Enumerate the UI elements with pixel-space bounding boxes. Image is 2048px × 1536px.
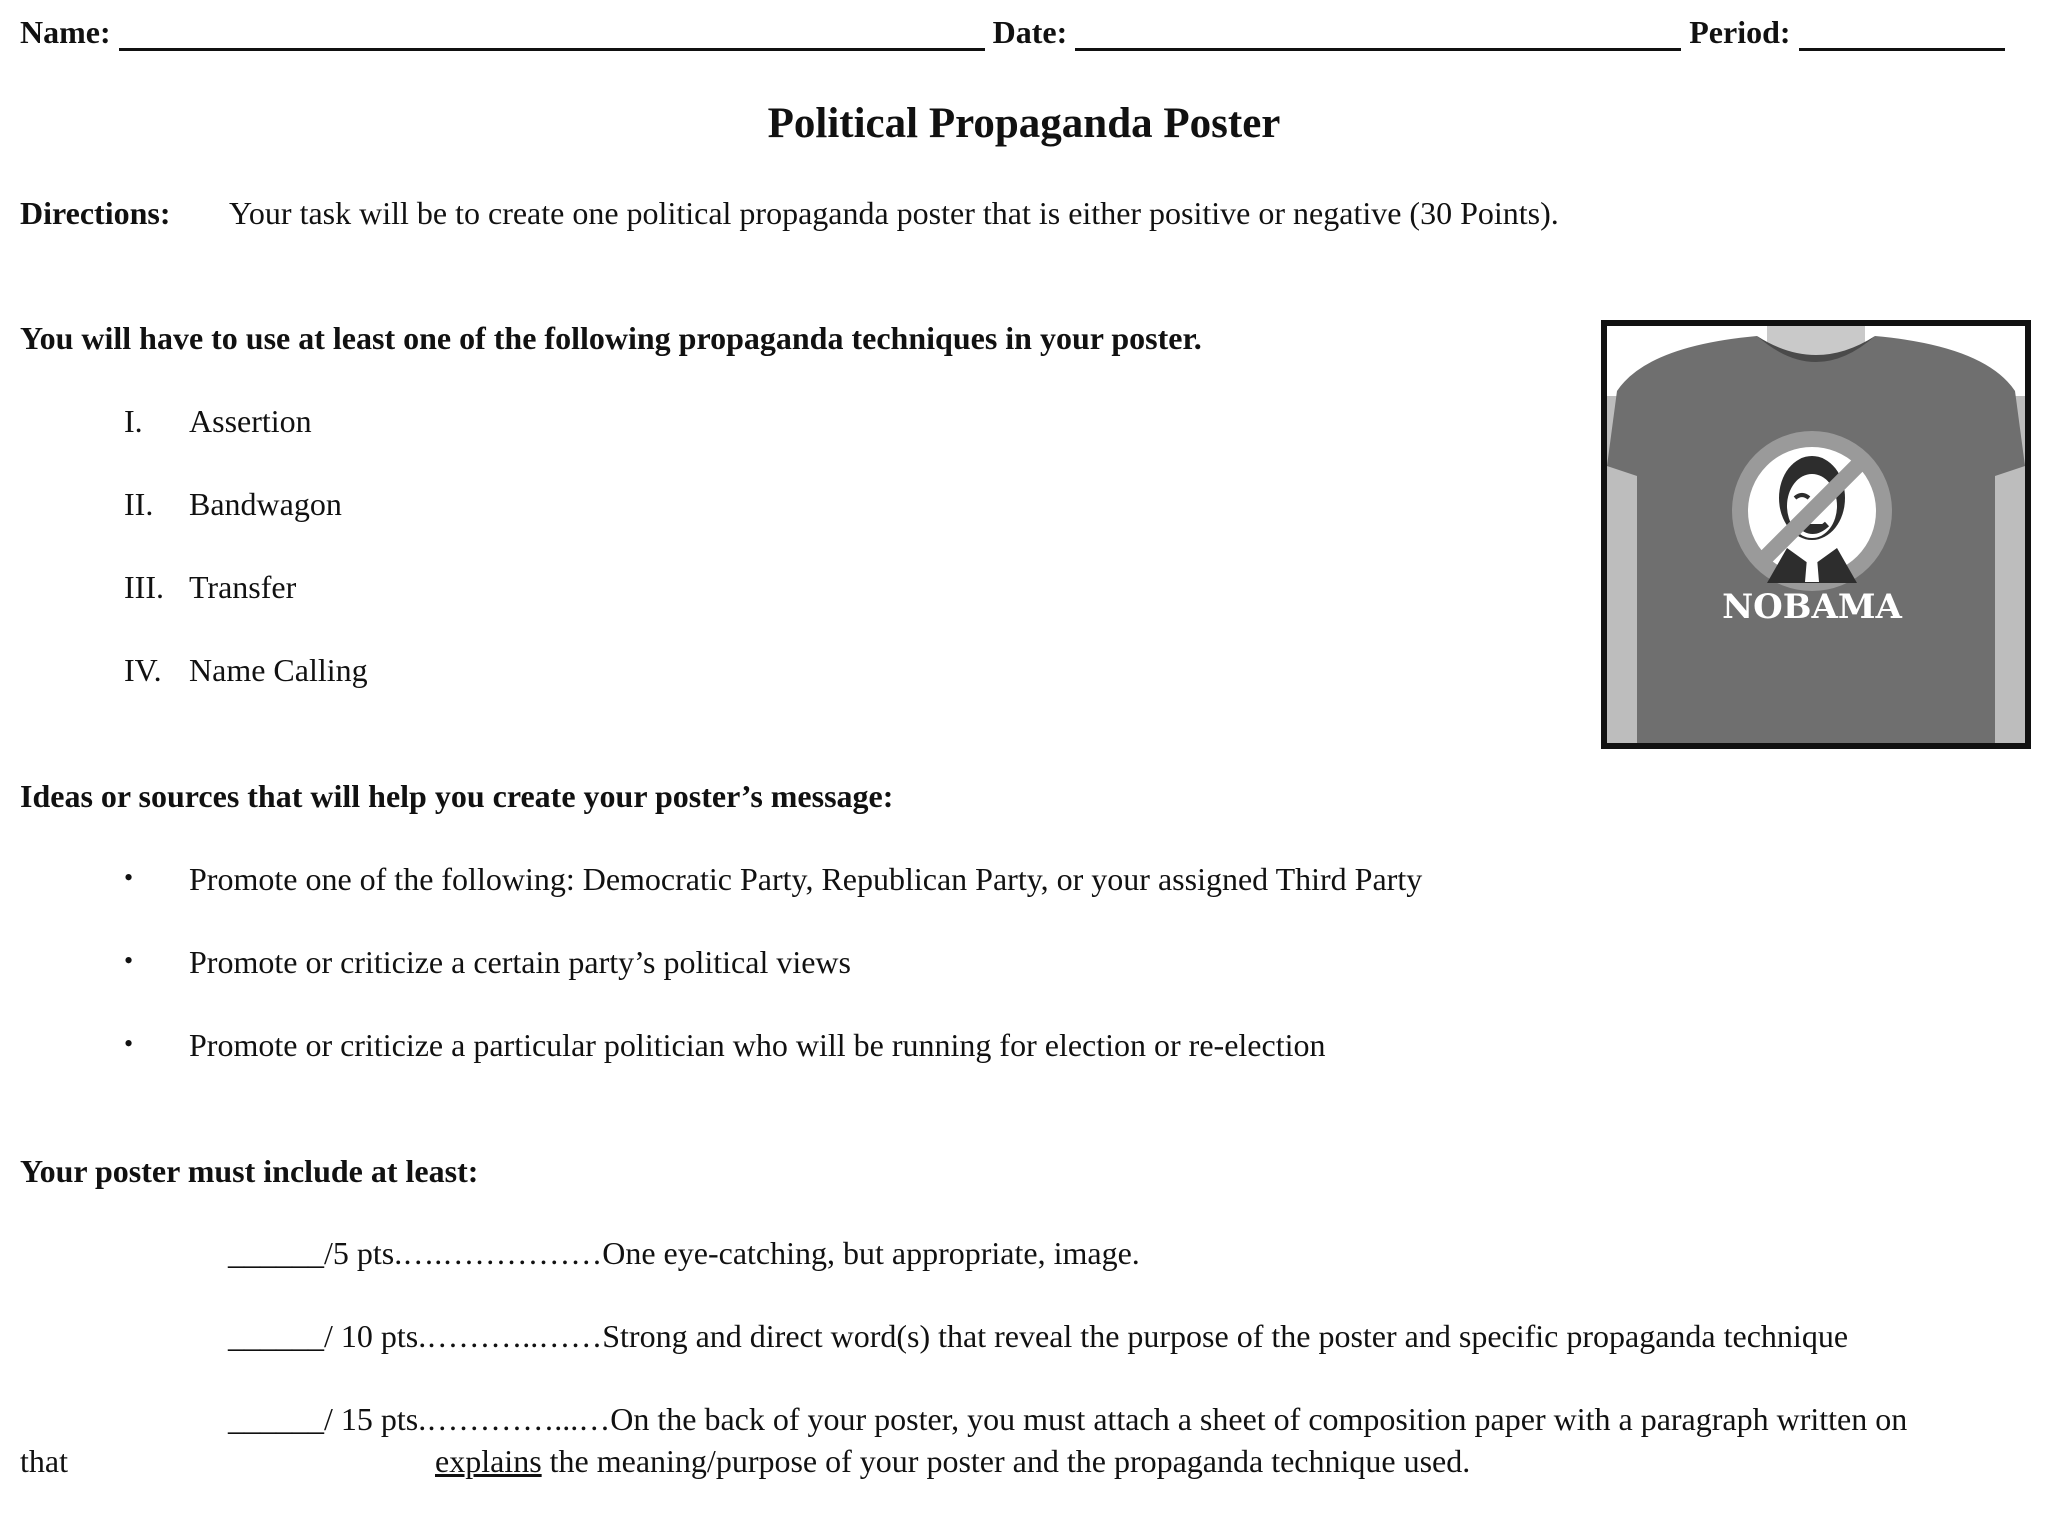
bullet: • bbox=[124, 1029, 134, 1058]
continuation-lead: that bbox=[20, 1443, 68, 1479]
technique-numeral: I. bbox=[124, 403, 143, 439]
requirements-heading: Your poster must include at least: bbox=[20, 1153, 479, 1189]
date-field[interactable] bbox=[1075, 14, 1681, 51]
idea-item: Promote or criticize a particular politician who will be running for election or re-election bbox=[189, 1027, 1326, 1063]
requirement-points: / 10 pts bbox=[324, 1318, 419, 1354]
requirement-text: One eye-catching, but appropriate, image. bbox=[602, 1235, 1140, 1271]
technique-item: Assertion bbox=[189, 403, 312, 439]
technique-numeral: II. bbox=[124, 486, 154, 522]
score-blank[interactable]: ______ bbox=[228, 1401, 324, 1437]
technique-item: Transfer bbox=[189, 569, 297, 605]
requirement-row bbox=[228, 1403, 1907, 1435]
leader-dots: .………..…… bbox=[418, 1318, 603, 1354]
idea-item: Promote one of the following: Democratic Party, Republican Party, or your assigned Third Party bbox=[189, 861, 1423, 897]
requirement-row bbox=[228, 1320, 1848, 1352]
name-field[interactable] bbox=[119, 14, 985, 51]
idea-item: Promote or criticize a certain party’s political views bbox=[189, 944, 851, 980]
tshirt-illustration bbox=[1607, 326, 2025, 743]
requirement-points: / 15 pts bbox=[324, 1401, 419, 1437]
period-label: Period: bbox=[1689, 14, 1791, 50]
period-field[interactable] bbox=[1799, 14, 2005, 51]
requirement-text: Strong and direct word(s) that reveal the purpose of the poster and specific propaganda technique bbox=[602, 1318, 1849, 1354]
shirt-text: NOBAMA bbox=[1722, 587, 1902, 627]
requirement-row bbox=[228, 1237, 1140, 1269]
technique-item: Name Calling bbox=[189, 652, 368, 688]
score-blank[interactable]: ______ bbox=[228, 1318, 324, 1354]
date-label: Date: bbox=[992, 14, 1068, 50]
ideas-heading: Ideas or sources that will help you create your poster’s message: bbox=[20, 778, 894, 814]
bullet: • bbox=[124, 863, 134, 892]
header-fields bbox=[20, 14, 2028, 51]
page-title: Political Propaganda Poster bbox=[767, 100, 1281, 147]
leader-dots: .…………...… bbox=[418, 1401, 611, 1437]
techniques-heading: You will have to use at least one of the following propaganda techniques in your poster. bbox=[20, 320, 1202, 356]
continuation-text bbox=[435, 1445, 1470, 1477]
bullet: • bbox=[124, 946, 134, 975]
directions-text: Your task will be to create one political propaganda poster that is either positive or negative (30 Points). bbox=[229, 195, 1559, 231]
leader-dots: .….…………… bbox=[394, 1235, 603, 1271]
tshirt-photo bbox=[1601, 320, 2031, 749]
requirement-points: /5 pts bbox=[324, 1235, 395, 1271]
name-label: Name: bbox=[20, 14, 111, 50]
technique-numeral: III. bbox=[124, 569, 164, 605]
technique-numeral: IV. bbox=[124, 652, 162, 688]
score-blank[interactable]: ______ bbox=[228, 1235, 324, 1271]
requirement-text: On the back of your poster, you must attach a sheet of composition paper with a paragraph written on bbox=[610, 1401, 1908, 1437]
continuation-rest: the meaning/purpose of your poster and the propaganda technique used. bbox=[541, 1443, 1471, 1479]
underlined-word: explains bbox=[435, 1443, 542, 1479]
technique-item: Bandwagon bbox=[189, 486, 342, 522]
directions-label: Directions: bbox=[20, 195, 171, 231]
